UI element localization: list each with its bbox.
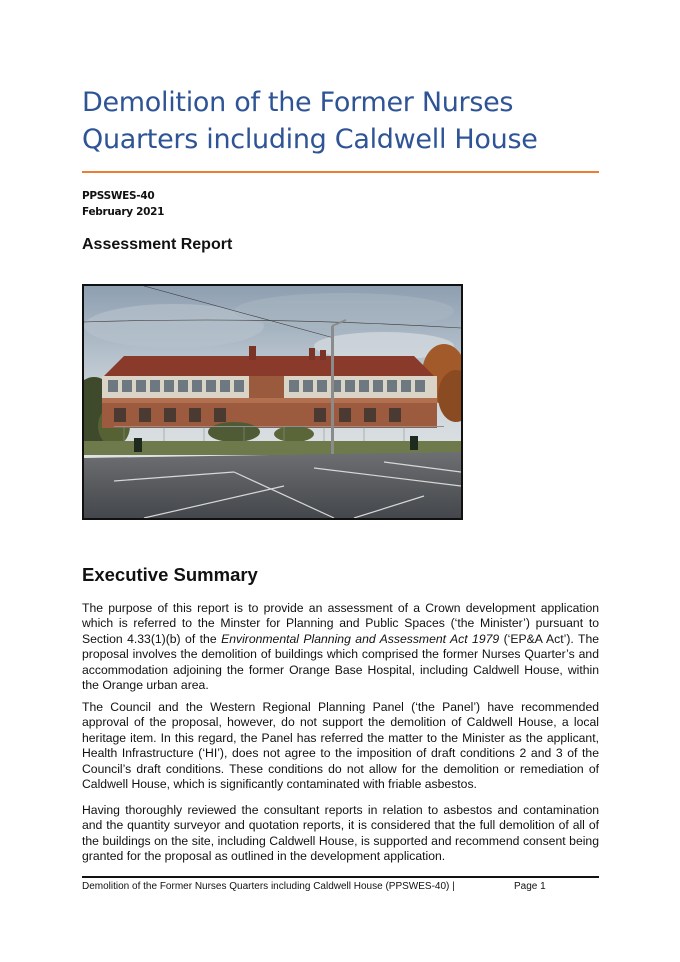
summary-paragraph-1-text-b: (‘EP&A Act’). The proposal involves the demolition of buildings which comprised the former Nurses Quarter’s and accommodation adjoining the former Orange Base Hospital, including Caldwell House, within the Orange urban area. [82, 631, 599, 693]
footer-text: Demolition of the Former Nurses Quarters including Caldwell House (PPSWES-40) | [82, 881, 455, 892]
document-reference: PPSSWES-40 [82, 190, 155, 202]
summary-paragraph-1 [82, 601, 599, 693]
document-date: February 2021 [82, 206, 165, 218]
report-type-heading: Assessment Report [82, 236, 233, 253]
act-name: Environmental Planning and Assessment Act 1979 [221, 631, 500, 646]
footer-divider [82, 876, 599, 878]
document-title: Demolition of the Former Nurses Quarters including Caldwell House [82, 87, 538, 155]
title-divider [82, 171, 599, 173]
executive-summary-heading: Executive Summary [82, 564, 258, 585]
summary-paragraph-2: The Council and the Western Regional Planning Panel (‘the Panel’) have recommended approval of the proposal, however, do not support the demolition of Caldwell House, a local heritage item. In this regard, the Panel has referred the matter to the Minister as the applicant, Health Infrastructure (‘HI’), does not agree to the imposition of draft conditions 2 and 3 of the Council’s draft conditions. These conditions do not allow for the demolition or remediation of Caldwell House, which is significantly contaminated with friable asbestos. [82, 700, 599, 792]
building-photo-drawing [84, 286, 461, 518]
summary-paragraph-3: Having thoroughly reviewed the consultant reports in relation to asbestos and contamination and the quantity surveyor and quotation reports, it is considered that the full demolition of all of the buildings on the site, including Caldwell House, is supported and recommend consent being granted for the proposal as outlined in the development application. [82, 803, 599, 864]
page-number: Page 1 [514, 881, 546, 892]
building-photo [82, 284, 463, 520]
summary-paragraph-1-text-a: The purpose of this report is to provide an assessment of a Crown development application which is referred to the Minster for Planning and Public Spaces (‘the Minister’) pursuant to Section 4.33(1)(b) of the [82, 601, 599, 646]
